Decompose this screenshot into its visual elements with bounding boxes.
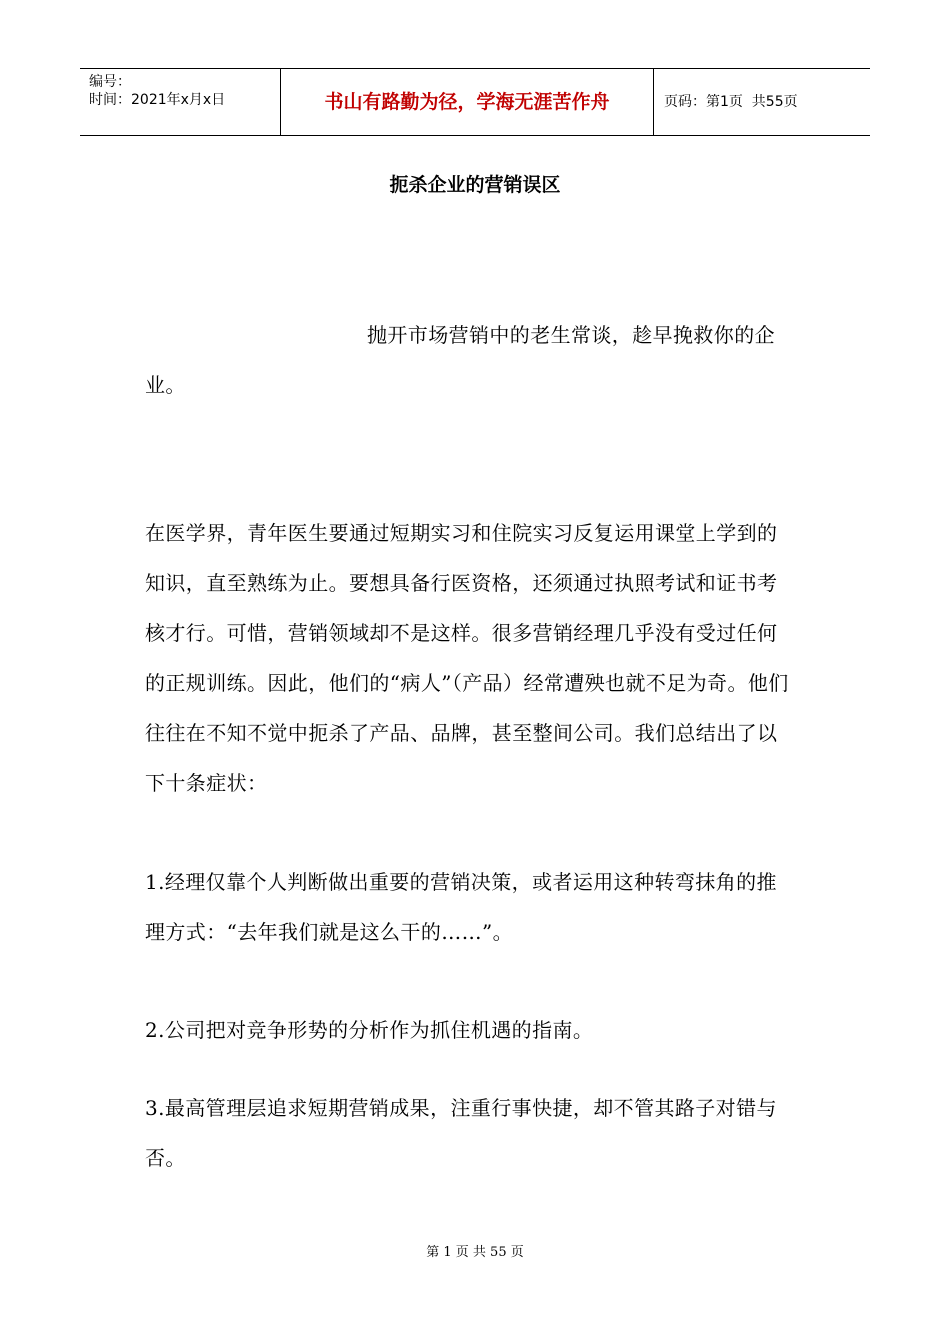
header-page-info-cell xyxy=(654,69,870,135)
page-footer: 第 1 页 共 55 页 xyxy=(426,1245,524,1260)
document-number-label: 编号： xyxy=(89,74,131,90)
symptom-item-2: 2.公司把对竞争形势的分析作为抓住机遇的指南。 xyxy=(145,1018,594,1042)
header-meta-cell xyxy=(80,69,281,135)
symptom-item-3: 3.最高管理层追求短期营销成果，注重行事快捷，却不管其路子对错与否。 xyxy=(145,1096,777,1170)
document-time-label: 时间：2021年x月x日 xyxy=(89,92,226,108)
body-paragraph: 在医学界，青年医生要通过短期实习和住院实习反复运用课堂上学到的知识，直至熟练为止。要想具备行医资格，还须通过执照考试和证书考核才行。可惜，营销领域却不是这样。很多营销经理几乎没有受过任何的正规训练。因此，他们的“病人”（产品）经常遭殃也就不足为奇。他们往往在不知不觉中扼杀了产品、品牌，甚至整间公司。我们总结出了以下十条症状： xyxy=(145,521,789,795)
intro-paragraph: 抛开市场营销中的老生常谈，趁早挽救你的企业。 xyxy=(145,323,775,397)
symptom-item-1: 1.经理仅靠个人判断做出重要的营销决策，或者运用这种转弯抹角的推理方式：“去年我们就是这么干的……”。 xyxy=(145,870,777,944)
header-motto: 书山有路勤为径，学海无涯苦作舟 xyxy=(281,69,654,135)
header-page-info: 页码：第1页 共55页 xyxy=(664,94,798,110)
page-header xyxy=(80,68,870,136)
document-title: 扼杀企业的营销误区 xyxy=(389,174,561,196)
